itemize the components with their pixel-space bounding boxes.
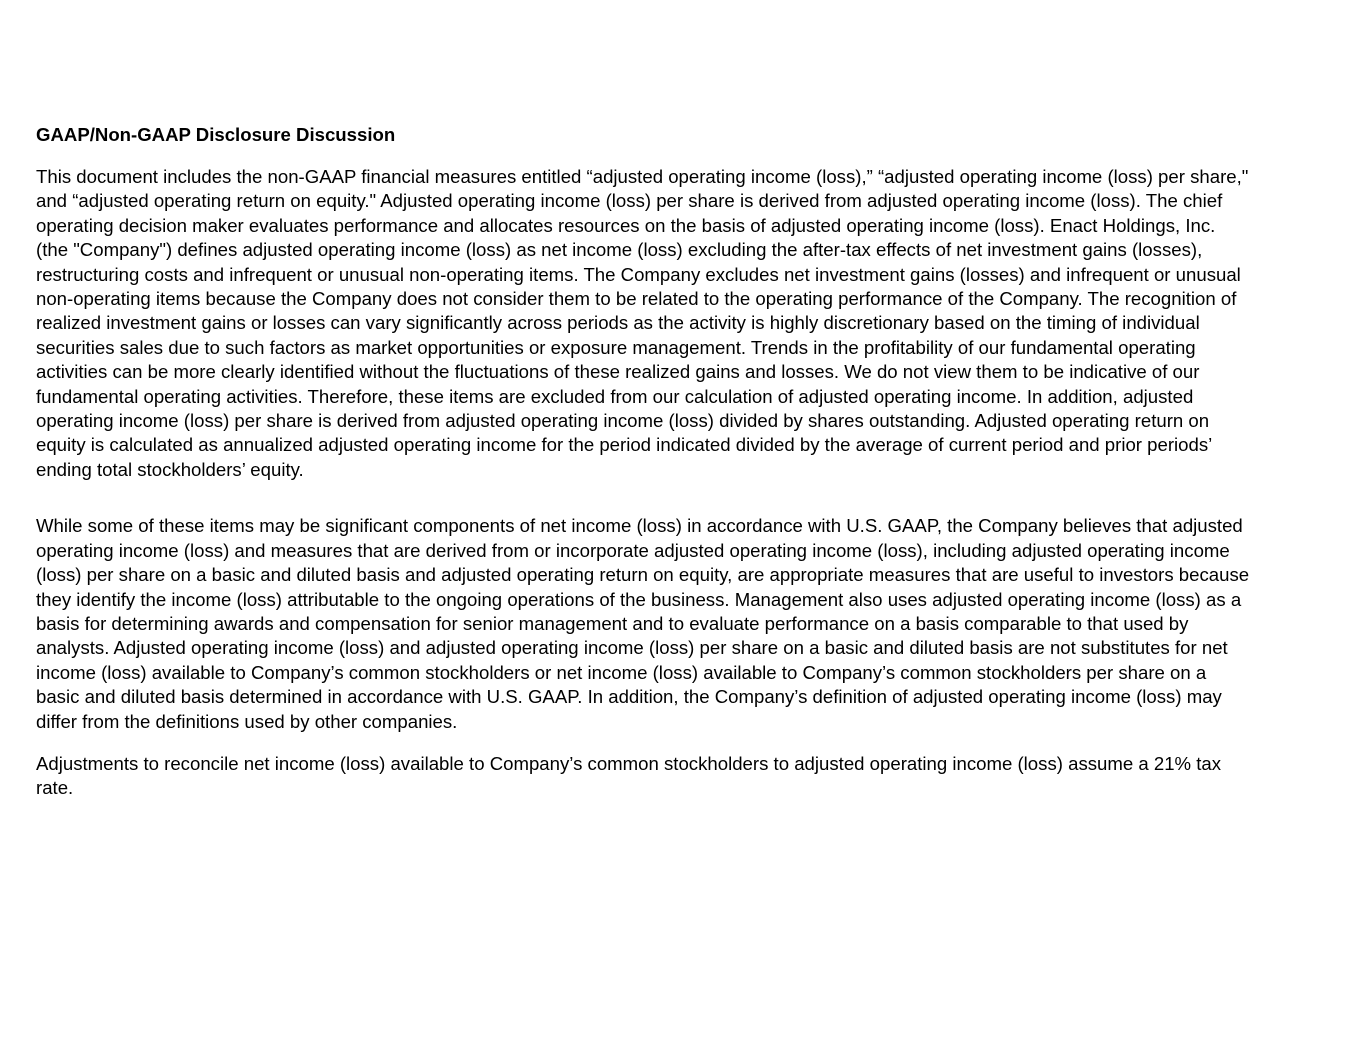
paragraph-non-gaap-definitions: This document includes the non-GAAP financial measures entitled “adjusted operating income (loss),” “adjusted operating income (loss) per share," and “adjusted operating return on equity." Adjusted operating income (loss) per share is derived from adjusted operating income (loss). The chief operating decision maker evaluates performance and allocates resources on the basis of adjusted operating income (loss). Enact Holdings, Inc. (the "Company") defines adjusted operating income (loss) as net income (loss) excluding the after-tax effects of net investment gains (losses), restructuring costs and infrequent or unusual non-operating items. The Company excludes net investment gains (losses) and infrequent or unusual non-operating items because the Company does not consider them to be related to the operating performance of the Company. The recognition of realized investment gains or losses can vary significantly across periods as the activity is highly discretionary based on the timing of individual securities sales due to such factors as market opportunities or exposure management. Trends in the profitability of our fundamental operating activities can be more clearly identified without the fluctuations of these realized gains and losses. We do not view them to be indicative of our fundamental operating activities. Therefore, these items are excluded from our calculation of adjusted operating income. In addition, adjusted operating income (loss) per share is derived from adjusted operating income (loss) divided by shares outstanding. Adjusted operating return on equity is calculated as annualized adjusted operating income for the period indicated divided by the average of current period and prior periods’ ending total stockholders’ equity. (36, 166, 1249, 480)
document-heading: GAAP/Non-GAAP Disclosure Discussion (36, 124, 396, 145)
paragraph-usefulness-to-investors: While some of these items may be significant components of net income (loss) in accordance with U.S. GAAP, the Company believes that adjusted operating income (loss) and measures that are derived from or incorporate adjusted operating income (loss), including adjusted operating income (loss) per share on a basic and diluted basis and adjusted operating return on equity, are appropriate measures that are useful to investors because they identify the income (loss) attributable to the ongoing operations of the business. Management also uses adjusted operating income (loss) as a basis for determining awards and compensation for senior management and to evaluate performance on a basis comparable to that used by analysts. Adjusted operating income (loss) and adjusted operating income (loss) per share on a basic and diluted basis are not substitutes for net income (loss) available to Company’s common stockholders or net income (loss) available to Company’s common stockholders per share on a basic and diluted basis determined in accordance with U.S. GAAP. In addition, the Company’s definition of adjusted operating income (loss) may differ from the definitions used by other companies. (36, 515, 1250, 732)
paragraph-tax-rate-assumption: Adjustments to reconcile net income (loss) available to Company’s common stockholders to adjusted operating income (loss) assume a 21% tax rate. (36, 752, 1222, 799)
disclosure-document (36, 123, 1336, 801)
